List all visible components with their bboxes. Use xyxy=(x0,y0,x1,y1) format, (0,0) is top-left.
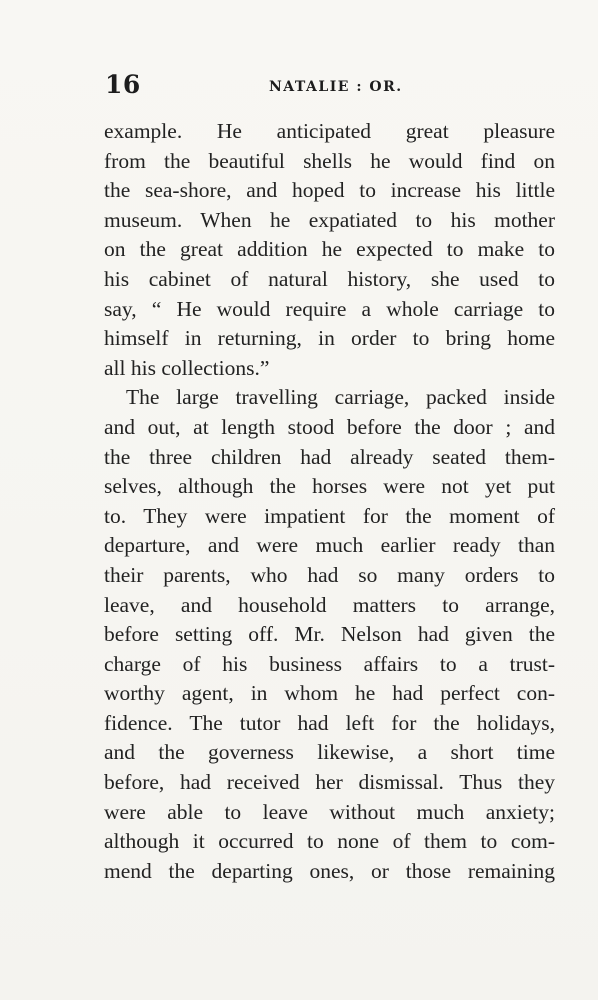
text-line: the three children had already seated them- xyxy=(104,444,555,469)
text-line: charge of his business affairs to a trust- xyxy=(104,651,555,676)
paragraph-1 xyxy=(104,117,555,383)
running-title: NATALIE : OR. xyxy=(269,79,403,95)
body-text xyxy=(104,117,555,886)
text-line: leave, and household matters to arrange, xyxy=(104,592,555,617)
text-line: his cabinet of natural history, she used to xyxy=(104,266,555,291)
text-line: their parents, who had so many orders to xyxy=(104,562,555,587)
text-line: himself in returning, in order to bring home xyxy=(104,326,555,351)
text-line: museum. When he expatiated to his mother xyxy=(104,207,555,232)
paragraph-2 xyxy=(104,383,555,886)
text-line: mend the departing ones, or those remaining xyxy=(104,858,555,883)
text-line: before, had received her dismissal. Thus they xyxy=(104,770,555,795)
text-line: example. He anticipated great pleasure xyxy=(104,119,555,143)
text-line: from the beautiful shells he would find on xyxy=(104,148,555,173)
text-line: The large travelling carriage, packed inside xyxy=(126,385,555,410)
text-line: the sea-shore, and hoped to increase his little xyxy=(104,178,555,203)
text-line: fidence. The tutor had left for the holidays, xyxy=(104,710,555,735)
text-line: and the governess likewise, a short time xyxy=(104,740,555,765)
text-line: and out, at length stood before the door ; and xyxy=(104,414,555,439)
text-line: were able to leave without much anxiety; xyxy=(104,799,555,824)
text-line: before setting off. Mr. Nelson had given the xyxy=(104,622,555,647)
text-line: on the great addition he expected to make to xyxy=(104,237,555,262)
page-header xyxy=(105,70,555,104)
text-line: worthy agent, in whom he had perfect con- xyxy=(104,681,555,706)
text-line: departure, and were much earlier ready than xyxy=(104,533,555,558)
page-number: 16 xyxy=(105,70,141,99)
text-line: say, “ He would require a whole carriage to xyxy=(104,296,555,321)
text-line: all his collections.” xyxy=(104,355,270,380)
text-line: to. They were impatient for the moment of xyxy=(104,503,555,528)
text-line: although it occurred to none of them to com- xyxy=(104,829,555,854)
text-line: selves, although the horses were not yet put xyxy=(104,474,555,499)
